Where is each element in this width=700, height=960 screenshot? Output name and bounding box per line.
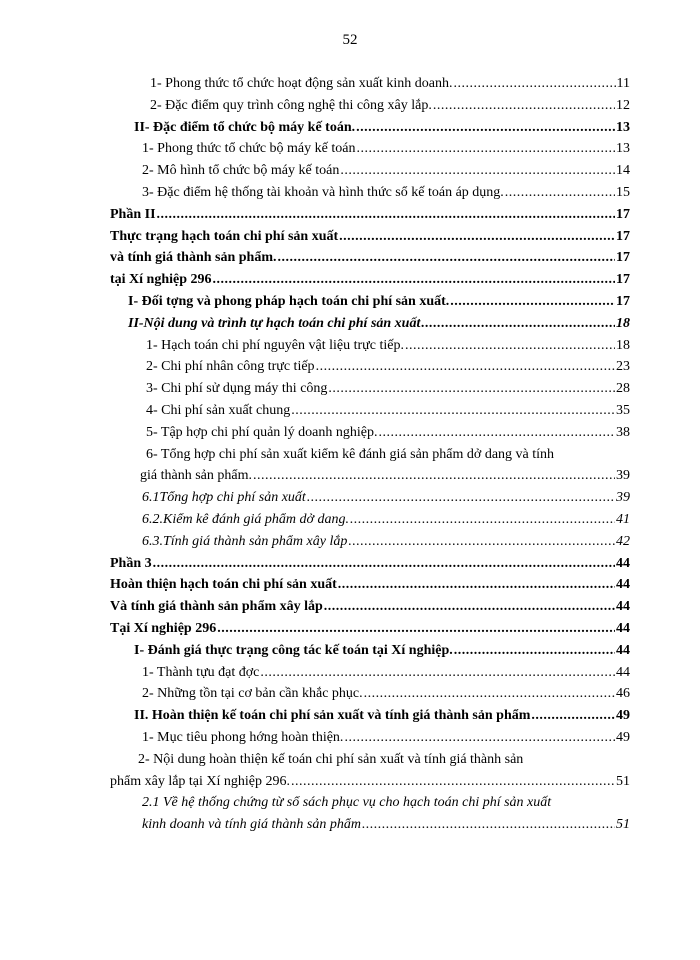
toc-leader-dots bbox=[454, 640, 615, 662]
toc-entry[interactable] bbox=[110, 662, 630, 684]
toc-entry[interactable] bbox=[110, 531, 630, 553]
toc-leader-dots bbox=[291, 400, 615, 422]
toc-entry[interactable] bbox=[110, 553, 630, 575]
toc-leader-dots bbox=[348, 531, 615, 553]
toc-entry-title: 4- Chi phí sản xuất chung bbox=[146, 402, 291, 418]
toc-entry-page: 23 bbox=[616, 359, 630, 375]
toc-entry-page: 44 bbox=[616, 577, 630, 593]
toc-leader-dots bbox=[157, 204, 615, 226]
toc-entry[interactable] bbox=[110, 182, 630, 204]
toc-entry-title: II. Hoàn thiện kế toán chi phí sản xuất và tính giá thành sản phẩm bbox=[134, 708, 531, 724]
toc-entry-page: 28 bbox=[616, 381, 630, 397]
toc-entry-title: 2- Những tồn tại cơ bản cần khắc phục. bbox=[142, 686, 363, 702]
toc-entry-page: 46 bbox=[616, 686, 630, 702]
toc-entry[interactable] bbox=[110, 509, 630, 531]
toc-entry-page: 14 bbox=[616, 163, 630, 179]
toc-entry-title: Phần II bbox=[110, 206, 156, 222]
toc-entry-title: 2- Mô hình tổ chức bộ máy kế toán bbox=[142, 163, 340, 179]
toc-entry[interactable] bbox=[110, 95, 630, 117]
toc-entry-title: 6.1Tổng hợp chi phí sản xuất bbox=[142, 490, 306, 506]
toc-leader-dots bbox=[356, 117, 615, 139]
toc-entry[interactable] bbox=[110, 705, 630, 727]
toc-entry-page: 39 bbox=[616, 490, 630, 506]
toc-entry[interactable] bbox=[110, 247, 630, 269]
toc-entry[interactable] bbox=[110, 335, 630, 357]
toc-leader-dots bbox=[339, 226, 615, 248]
toc-leader-dots bbox=[433, 95, 615, 117]
toc-entry-page: 15 bbox=[616, 184, 630, 200]
toc-entry[interactable] bbox=[110, 226, 630, 248]
toc-entry-title: 3- Đặc điểm hệ thống tài khoản và hình thức sổ kế toán áp dụng. bbox=[142, 184, 504, 200]
toc-entry[interactable] bbox=[110, 727, 630, 749]
toc-entry-page: 44 bbox=[616, 555, 630, 571]
toc-leader-dots bbox=[344, 727, 615, 749]
toc-entry[interactable] bbox=[110, 138, 630, 160]
toc-entry-multiline[interactable] bbox=[110, 444, 630, 488]
toc-entry-title: và tính giá thành sản phẩm. bbox=[110, 250, 277, 266]
toc-entry-title-line1: 2.1 Về hệ thống chứng từ sổ sách phục vụ cho hạch toán chi phí sản xuất bbox=[142, 795, 552, 811]
toc-entry-title: I- Đối tợng và phong pháp hạch toán chi phí sản xuất. bbox=[128, 293, 450, 309]
toc-leader-dots bbox=[350, 509, 615, 531]
toc-entry[interactable] bbox=[110, 160, 630, 182]
toc-entry-title: 2- Chi phí nhân công trực tiếp bbox=[146, 359, 315, 375]
toc-leader-dots bbox=[421, 313, 615, 335]
toc-leader-dots bbox=[291, 771, 615, 793]
toc-leader-dots bbox=[364, 683, 615, 705]
toc-entry-title: 2- Đặc điểm quy trình công nghệ thi công xây lắp. bbox=[150, 97, 432, 113]
toc-entry[interactable] bbox=[110, 313, 630, 335]
page-number: 52 bbox=[342, 32, 358, 48]
toc-entry-page: 17 bbox=[616, 250, 630, 266]
toc-entry-page: 17 bbox=[616, 228, 630, 244]
toc-leader-dots bbox=[356, 138, 615, 160]
toc-entry-title: 3- Chi phí sử dụng máy thi công bbox=[146, 381, 328, 397]
table-of-contents-part-2 bbox=[110, 487, 630, 836]
toc-leader-dots bbox=[505, 182, 615, 204]
toc-entry[interactable] bbox=[110, 400, 630, 422]
toc-entry[interactable] bbox=[110, 596, 630, 618]
toc-entry-multiline[interactable] bbox=[110, 749, 630, 793]
toc-leader-dots bbox=[253, 465, 615, 487]
toc-entry-title: 5- Tập hợp chi phí quản lý doanh nghiệp. bbox=[146, 424, 378, 440]
toc-entry[interactable] bbox=[110, 269, 630, 291]
toc-entry-page: 35 bbox=[616, 402, 630, 418]
toc-entry-title: Phần 3 bbox=[110, 555, 152, 571]
toc-entry-page: 41 bbox=[616, 511, 630, 527]
toc-entry[interactable] bbox=[110, 204, 630, 226]
toc-leader-dots bbox=[454, 73, 616, 95]
toc-entry-title: 1- Thành tựu đạt đợc bbox=[142, 664, 260, 680]
toc-leader-dots bbox=[405, 335, 615, 357]
toc-entry-title: 1- Hạch toán chi phí nguyên vật liệu trực tiếp. bbox=[146, 337, 404, 353]
toc-entry-page: 51 bbox=[616, 773, 630, 789]
toc-entry-multiline[interactable] bbox=[110, 792, 630, 836]
toc-entry-page: 17 bbox=[616, 293, 630, 309]
toc-entry-page: 44 bbox=[616, 664, 630, 680]
toc-entry[interactable] bbox=[110, 291, 630, 313]
toc-leader-dots bbox=[217, 618, 615, 640]
toc-leader-dots bbox=[379, 422, 616, 444]
toc-leader-dots bbox=[531, 705, 615, 727]
toc-leader-dots bbox=[278, 247, 615, 269]
toc-entry-title-line2: kinh doanh và tính giá thành sản phẩm bbox=[142, 817, 361, 833]
toc-leader-dots bbox=[362, 814, 615, 836]
toc-leader-dots bbox=[340, 160, 615, 182]
toc-entry-page: 49 bbox=[616, 708, 630, 724]
toc-entry-title: Tại Xí nghiệp 296 bbox=[110, 620, 217, 636]
toc-entry-title: II- Đặc điểm tổ chức bộ máy kế toán. bbox=[134, 119, 356, 135]
toc-entry[interactable] bbox=[110, 683, 630, 705]
toc-entry-page: 11 bbox=[616, 76, 630, 91]
toc-entry-title: 1- Phong thức tổ chức bộ máy kế toán bbox=[142, 141, 356, 157]
toc-entry-title: tại Xí nghiệp 296 bbox=[110, 272, 212, 288]
toc-entry-title-line2: phẩm xây lắp tại Xí nghiệp 296. bbox=[110, 773, 291, 789]
toc-entry-page: 12 bbox=[616, 97, 630, 113]
toc-entry[interactable] bbox=[110, 117, 630, 139]
toc-entry-title: 1- Phong thức tổ chức hoạt động sản xuất kinh doanh. bbox=[150, 76, 453, 91]
toc-entry[interactable] bbox=[110, 422, 630, 444]
toc-leader-dots bbox=[153, 553, 615, 575]
toc-entry[interactable] bbox=[110, 487, 630, 509]
toc-entry-title-line2: giá thành sản phẩm. bbox=[140, 468, 252, 484]
toc-entry-title: Hoàn thiện hạch toán chi phí sản xuất bbox=[110, 577, 337, 593]
toc-entry[interactable] bbox=[110, 640, 630, 662]
toc-entry-page: 17 bbox=[616, 206, 630, 222]
toc-entry-page: 13 bbox=[616, 119, 630, 135]
toc-entry[interactable] bbox=[110, 574, 630, 596]
toc-entry-page: 18 bbox=[616, 337, 630, 353]
toc-leader-dots bbox=[260, 662, 615, 684]
toc-entry-page: 38 bbox=[616, 424, 630, 440]
toc-entry-page: 17 bbox=[616, 272, 630, 288]
toc-leader-dots bbox=[338, 574, 615, 596]
toc-leader-dots bbox=[316, 356, 615, 378]
toc-entry-page: 49 bbox=[616, 729, 630, 745]
toc-entry-page: 44 bbox=[616, 599, 630, 615]
toc-leader-dots bbox=[328, 378, 615, 400]
toc-entry-page: 42 bbox=[616, 533, 630, 549]
toc-entry-title: Thực trạng hạch toán chi phí sản xuất bbox=[110, 228, 339, 244]
toc-entry-title: 6.2.Kiểm kê đánh giá phẩm dở dang. bbox=[142, 511, 349, 527]
toc-entry-title: II-Nội dung và trình tự hạch toán chi phí sản xuất bbox=[128, 315, 421, 331]
toc-entry-title: Và tính giá thành sản phẩm xây lắp bbox=[110, 599, 323, 615]
toc-leader-dots bbox=[324, 596, 615, 618]
toc-entry-title: 1- Mục tiêu phong hớng hoàn thiện. bbox=[142, 729, 344, 745]
toc-entry-page: 13 bbox=[616, 141, 630, 157]
toc-entry[interactable] bbox=[110, 618, 630, 640]
toc-leader-dots bbox=[307, 487, 615, 509]
table-of-contents bbox=[110, 73, 630, 487]
toc-entry[interactable] bbox=[110, 73, 630, 95]
toc-entry-title: I- Đánh giá thực trạng công tác kế toán tại Xí nghiệp. bbox=[134, 642, 453, 658]
toc-entry-title-line1: 2- Nội dung hoàn thiện kế toán chi phí sản xuất và tính giá thành sản bbox=[138, 751, 524, 767]
toc-entry-page: 44 bbox=[616, 620, 630, 636]
toc-entry-title: 6.3.Tính giá thành sản phẩm xây lắp bbox=[142, 533, 348, 549]
toc-entry-title-line1: 6- Tổng hợp chi phí sản xuất kiểm kê đánh giá sản phẩm dở dang và tính bbox=[146, 446, 555, 462]
toc-entry-page: 44 bbox=[616, 642, 630, 658]
toc-entry[interactable] bbox=[110, 356, 630, 378]
toc-leader-dots bbox=[213, 269, 615, 291]
toc-leader-dots bbox=[450, 291, 615, 313]
toc-entry-page: 51 bbox=[616, 817, 630, 833]
toc-entry-page: 18 bbox=[616, 315, 630, 331]
toc-entry[interactable] bbox=[110, 378, 630, 400]
toc-entry-page: 39 bbox=[616, 468, 630, 484]
